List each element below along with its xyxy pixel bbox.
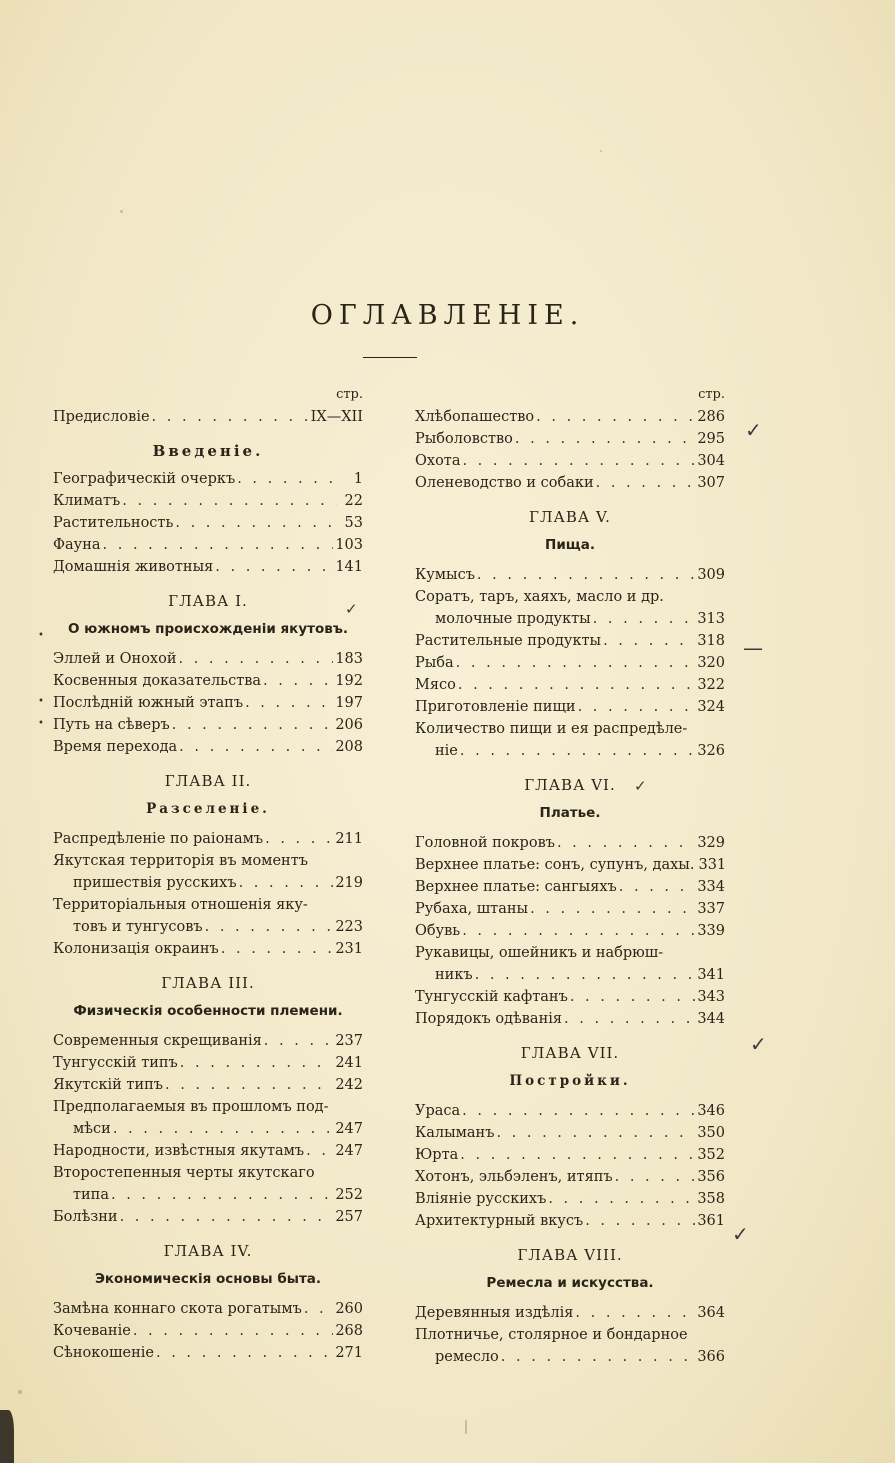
toc-entry[interactable]: ремесло . . . 366 bbox=[415, 1346, 725, 1368]
title-rule bbox=[363, 357, 417, 358]
toc-entry[interactable]: Распредѣленіе по раіонамъ . . . 211 bbox=[53, 828, 363, 850]
toc-entry[interactable]: Хлѣбопашество . . . 286 bbox=[415, 406, 725, 428]
toc-entry[interactable]: Домашнія животныя . . . 141 bbox=[53, 556, 363, 578]
toc-entry[interactable]: Якутскій типъ . . . 242 bbox=[53, 1074, 363, 1096]
toc-entry[interactable]: Приготовленіе пищи . . . 324 bbox=[415, 696, 725, 718]
toc-entry[interactable]: Деревянныя издѣлія . . . 364 bbox=[415, 1302, 725, 1324]
toc-entry[interactable]: Ураса . . . 346 bbox=[415, 1100, 725, 1122]
toc-entry[interactable]: Рыба . . . 320 bbox=[415, 652, 725, 674]
toc-entry[interactable]: Архитектурный вкусъ . . . 361 bbox=[415, 1210, 725, 1232]
toc-entry[interactable]: Растительность . . . 53 bbox=[53, 512, 363, 534]
chapter-heading: ГЛАВА V. bbox=[529, 508, 611, 526]
toc-entry[interactable]: Охота . . . 304 bbox=[415, 450, 725, 472]
toc-entry-line[interactable]: Второстепенныя черты якутскаго bbox=[53, 1165, 315, 1181]
chapter-heading: ГЛАВА III. bbox=[161, 974, 255, 992]
toc-entry[interactable]: Обувь . . . 339 bbox=[415, 920, 725, 942]
toc-entry-line[interactable]: Якутская территорія въ моментъ bbox=[53, 853, 308, 869]
toc-entry-line[interactable]: Плотничье, столярное и бондарное bbox=[415, 1327, 688, 1343]
toc-entry-line[interactable]: Рукавицы, ошейникъ и набрюш- bbox=[415, 945, 664, 961]
toc-entry[interactable]: Сѣнокошеніе . . . 271 bbox=[53, 1342, 363, 1364]
page-column-label: стр. bbox=[698, 387, 725, 402]
toc-entry[interactable]: Рубаха, штаны . . . 337 bbox=[415, 898, 725, 920]
chapter-heading: ГЛАВА II. bbox=[164, 772, 252, 790]
toc-entry[interactable]: Тунгусскій типъ . . . 241 bbox=[53, 1052, 363, 1074]
chapter-heading: ГЛАВА I. bbox=[168, 592, 248, 610]
toc-entry[interactable]: Юрта . . . 352 bbox=[415, 1144, 725, 1166]
pencil-check-mark: ✓ bbox=[745, 418, 762, 442]
chapter-heading: ГЛАВА VIII. bbox=[517, 1246, 623, 1264]
chapter-subtitle: Разселеніе. bbox=[146, 801, 270, 817]
toc-entry-line[interactable]: Соратъ, таръ, хаяхъ, масло и др. bbox=[415, 589, 664, 605]
margin-dot: • bbox=[38, 630, 44, 641]
chapter-subtitle: Физическія особенности племени. bbox=[73, 1003, 343, 1019]
toc-entry[interactable]: Современныя скрещиванія . . . 237 bbox=[53, 1030, 363, 1052]
toc-entry[interactable]: молочные продукты . . . 313 bbox=[415, 608, 725, 630]
toc-right-column bbox=[415, 384, 725, 1368]
toc-entry[interactable]: Болѣзни . . . 257 bbox=[53, 1206, 363, 1228]
pencil-mark: ✓ bbox=[345, 600, 358, 618]
paper-speck bbox=[120, 210, 123, 213]
toc-entry-line[interactable]: Количество пищи и ея распредѣле- bbox=[415, 721, 688, 737]
toc-entry[interactable]: Время перехода . . . 208 bbox=[53, 736, 363, 758]
toc-entry[interactable]: товъ и тунгусовъ . . . 223 bbox=[53, 916, 363, 938]
toc-entry[interactable]: Косвенныя доказательства . . . 192 bbox=[53, 670, 363, 692]
toc-entry[interactable]: Кумысъ . . . 309 bbox=[415, 564, 725, 586]
toc-entry[interactable]: никъ . . . 341 bbox=[415, 964, 725, 986]
toc-entry[interactable]: типа . . . 252 bbox=[53, 1184, 363, 1206]
toc-entry[interactable]: Порядокъ одѣванія . . . 344 bbox=[415, 1008, 725, 1030]
margin-dot: • bbox=[38, 696, 44, 707]
toc-entry[interactable]: Предисловіе . . . IX—XII bbox=[53, 406, 363, 428]
toc-entry[interactable]: Хотонъ, эльбэленъ, итяпъ . . . 356 bbox=[415, 1166, 725, 1188]
chapter-subtitle: Постройки. bbox=[509, 1073, 631, 1089]
chapter-heading: ГЛАВА IV. bbox=[163, 1242, 253, 1260]
paper-speck bbox=[600, 150, 602, 152]
pencil-check-mark: ✓ bbox=[750, 1032, 767, 1056]
toc-entry[interactable]: Послѣдній южный этапъ . . . 197 bbox=[53, 692, 363, 714]
toc-entry[interactable]: Калыманъ . . . 350 bbox=[415, 1122, 725, 1144]
toc-entry[interactable]: мѣси . . . 247 bbox=[53, 1118, 363, 1140]
toc-entry-line[interactable]: Предполагаемыя въ прошломъ под- bbox=[53, 1099, 329, 1115]
toc-entry[interactable]: Растительные продукты . . . 318 bbox=[415, 630, 725, 652]
toc-entry[interactable]: Географическій очеркъ . . . 1 bbox=[53, 468, 363, 490]
pencil-dash-mark: — bbox=[743, 636, 763, 660]
chapter-subtitle: Пища. bbox=[545, 537, 595, 553]
toc-entry[interactable]: Климатъ . . . 22 bbox=[53, 490, 363, 512]
toc-entry[interactable]: Рыболовство . . . 295 bbox=[415, 428, 725, 450]
chapter-heading: ГЛАВА VII. bbox=[520, 1044, 620, 1062]
toc-entry[interactable]: пришествія русскихъ . . . 219 bbox=[53, 872, 363, 894]
toc-entry[interactable]: Путь на сѣверъ . . . 206 bbox=[53, 714, 363, 736]
toc-entry[interactable]: Колонизація окраинъ . . . 231 bbox=[53, 938, 363, 960]
toc-entry[interactable]: Головной покровъ . . . 329 bbox=[415, 832, 725, 854]
page-corner-shadow bbox=[0, 1410, 14, 1463]
pencil-mark: ✓ bbox=[634, 777, 647, 795]
toc-entry[interactable]: Замѣна коннаго скота рогатымъ . . . 260 bbox=[53, 1298, 363, 1320]
section-heading: Введеніе. bbox=[152, 442, 264, 460]
toc-entry[interactable]: Вліяніе русскихъ . . . 358 bbox=[415, 1188, 725, 1210]
toc-entry[interactable]: Фауна . . . 103 bbox=[53, 534, 363, 556]
toc-entry[interactable]: Народности, извѣстныя якутамъ . . . 247 bbox=[53, 1140, 363, 1162]
toc-entry[interactable]: Кочеваніе . . . 268 bbox=[53, 1320, 363, 1342]
chapter-heading: ГЛАВА VI. bbox=[524, 776, 616, 794]
chapter-subtitle: Экономическія основы быта. bbox=[94, 1271, 322, 1287]
toc-entry[interactable]: Оленеводство и собаки . . . 307 bbox=[415, 472, 725, 494]
toc-entry[interactable]: Верхнее платье: сонъ, супунъ, дахы. 331 bbox=[415, 857, 727, 873]
toc-left-column bbox=[53, 384, 363, 1364]
toc-entry-line[interactable]: Территоріальныя отношенія яку- bbox=[53, 897, 308, 913]
page-title: ОГЛАВЛЕНІЕ. bbox=[310, 300, 585, 331]
page-column-label: стр. bbox=[336, 387, 363, 402]
toc-entry[interactable]: ніе . . . 326 bbox=[415, 740, 725, 762]
chapter-subtitle: Ремесла и искусства. bbox=[486, 1275, 654, 1291]
toc-entry[interactable]: Верхнее платье: сангыяхъ . . . 334 bbox=[415, 876, 725, 898]
chapter-subtitle: Платье. bbox=[539, 805, 601, 821]
paper-speck bbox=[18, 1390, 22, 1394]
toc-entry[interactable]: Тунгусскій кафтанъ . . . 343 bbox=[415, 986, 725, 1008]
paper-speck bbox=[465, 1420, 467, 1434]
margin-dot: • bbox=[38, 718, 44, 729]
chapter-subtitle: О южномъ происхожденіи якутовъ. bbox=[67, 621, 349, 637]
toc-entry[interactable]: Эллей и Онохой . . . 183 bbox=[53, 648, 363, 670]
toc-entry[interactable]: Мясо . . . 322 bbox=[415, 674, 725, 696]
pencil-check-mark: ✓ bbox=[732, 1222, 749, 1246]
